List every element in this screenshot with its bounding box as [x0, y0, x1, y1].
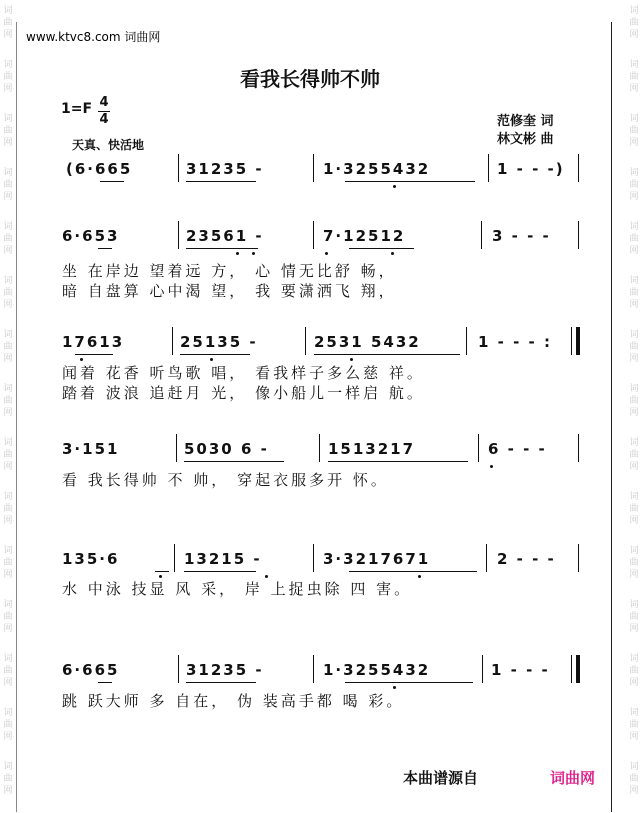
watermark-glyph: 网	[3, 624, 13, 634]
watermark-glyph: 网	[629, 732, 639, 742]
watermark-glyph: 网	[629, 138, 639, 148]
underline	[186, 248, 258, 249]
lyric-line: 暗 自盘算 心中渴 望， 我 要潇洒飞 翔，	[62, 282, 397, 300]
measure: 5030 6 -	[184, 440, 269, 458]
watermark-glyph: 词	[3, 600, 13, 610]
measure: 1 - - - :	[478, 333, 553, 351]
watermark-glyph: 网	[3, 192, 13, 202]
watermark-glyph: 曲	[629, 774, 639, 784]
watermark-glyph: 网	[3, 516, 13, 526]
low-octave-dot	[418, 575, 421, 578]
barline	[466, 327, 467, 355]
underline	[98, 682, 112, 683]
measure: 6 - - -	[488, 440, 547, 458]
underline	[349, 248, 414, 249]
underline	[186, 682, 256, 683]
lyric-line: 跳 跃大师 多 自在， 伪 装高手都 喝 彩。	[62, 692, 405, 710]
watermark-glyph: 网	[629, 462, 639, 472]
watermark-glyph: 曲	[629, 288, 639, 298]
watermark-glyph: 网	[629, 192, 639, 202]
watermark-glyph: 网	[629, 354, 639, 364]
watermark-glyph: 词	[629, 222, 639, 232]
meter-bottom: 4	[99, 112, 109, 127]
watermark-glyph: 曲	[3, 396, 13, 406]
watermark-glyph: 网	[3, 678, 13, 688]
watermark-glyph: 曲	[3, 612, 13, 622]
low-octave-dot	[393, 185, 396, 188]
watermark-glyph: 网	[629, 786, 639, 796]
underline	[184, 461, 284, 462]
low-octave-dot	[350, 358, 353, 361]
watermark-glyph: 曲	[629, 234, 639, 244]
watermark-glyph: 曲	[629, 18, 639, 28]
watermark-glyph: 词	[3, 654, 13, 664]
watermark-glyph: 曲	[3, 180, 13, 190]
watermark-glyph: 曲	[629, 558, 639, 568]
measure: 3 - - -	[492, 227, 551, 245]
tempo-marking: 天真、快活地	[72, 138, 145, 152]
barline	[172, 327, 173, 355]
watermark-glyph: 网	[3, 30, 13, 40]
measure: 23561 -	[186, 227, 264, 245]
barline	[178, 154, 179, 182]
measure: 6·665	[62, 661, 120, 679]
measure: 2 - - -	[497, 550, 556, 568]
watermark-glyph: 词	[3, 168, 13, 178]
watermark-glyph: 词	[629, 168, 639, 178]
watermark-glyph: 曲	[3, 126, 13, 136]
lyric-line: 看 我长得帅 不 帅， 穿起衣服多开 怀。	[62, 471, 389, 489]
low-octave-dot	[210, 358, 213, 361]
barline	[578, 221, 579, 249]
measure: 7·12512	[323, 227, 406, 245]
watermark-glyph: 词	[629, 330, 639, 340]
barline	[578, 434, 579, 462]
watermark-glyph: 词	[3, 276, 13, 286]
barline	[305, 327, 306, 355]
barline	[313, 544, 314, 572]
low-octave-dot	[393, 686, 396, 689]
watermark-glyph: 词	[629, 762, 639, 772]
measure: 3·151	[62, 440, 120, 458]
repeat-barline-thick	[576, 327, 580, 355]
watermark-glyph: 网	[3, 354, 13, 364]
measure: (6·665	[66, 160, 133, 178]
underline	[180, 354, 250, 355]
measure: 31235 -	[186, 661, 264, 679]
watermark-glyph: 曲	[629, 666, 639, 676]
barline	[176, 434, 177, 462]
watermark-glyph: 词	[629, 546, 639, 556]
underline	[155, 571, 169, 572]
watermark-glyph: 曲	[629, 180, 639, 190]
measure: 135·6	[62, 550, 120, 568]
measure: 1·3255432	[323, 160, 431, 178]
watermark-glyph: 曲	[629, 396, 639, 406]
song-title: 看我长得帅不帅	[240, 67, 380, 91]
watermark-glyph: 曲	[3, 288, 13, 298]
barline	[488, 154, 489, 182]
watermark-glyph: 曲	[3, 666, 13, 676]
low-octave-dot	[252, 252, 255, 255]
low-octave-dot	[80, 358, 83, 361]
left-watermark-column	[0, 0, 16, 813]
watermark-glyph: 曲	[3, 720, 13, 730]
watermark-glyph: 曲	[629, 504, 639, 514]
watermark-glyph: 词	[3, 546, 13, 556]
underline	[75, 354, 113, 355]
watermark-glyph: 曲	[3, 558, 13, 568]
watermark-glyph: 曲	[3, 342, 13, 352]
watermark-glyph: 词	[3, 708, 13, 718]
barline	[578, 544, 579, 572]
underline	[100, 181, 124, 182]
measure: 17613	[62, 333, 125, 351]
measure: 31235 -	[186, 160, 264, 178]
watermark-glyph: 词	[3, 438, 13, 448]
right-margin-line	[611, 22, 612, 812]
underline	[328, 461, 468, 462]
underline	[184, 571, 256, 572]
underline	[345, 181, 475, 182]
watermark-glyph: 词	[3, 492, 13, 502]
watermark-glyph: 网	[629, 516, 639, 526]
barline	[178, 221, 179, 249]
measure: 6·653	[62, 227, 120, 245]
watermark-glyph: 词	[629, 438, 639, 448]
final-barline-thick	[576, 655, 580, 683]
barline	[478, 434, 479, 462]
left-margin-line	[16, 22, 17, 812]
watermark-glyph: 网	[3, 300, 13, 310]
lyric-line: 踏着 波浪 追赶月 光， 像小船儿一样启 航。	[62, 384, 425, 402]
barline	[174, 544, 175, 572]
watermark-glyph: 词	[629, 600, 639, 610]
composer-credit: 林文彬 曲	[497, 132, 554, 147]
site-logo[interactable]: 词曲网	[550, 769, 596, 787]
lyric-line: 水 中泳 技显 风 采， 岸 上捉虫除 四 害。	[62, 580, 413, 598]
watermark-glyph: 网	[3, 462, 13, 472]
measure: 3·3217671	[323, 550, 431, 568]
barline	[319, 434, 320, 462]
barline	[486, 544, 487, 572]
underline	[186, 181, 256, 182]
watermark-glyph: 词	[629, 276, 639, 286]
watermark-glyph: 词	[3, 6, 13, 16]
watermark-glyph: 网	[629, 678, 639, 688]
barline	[313, 221, 314, 249]
watermark-glyph: 曲	[629, 342, 639, 352]
barline	[481, 221, 482, 249]
watermark-glyph: 曲	[629, 720, 639, 730]
watermark-glyph: 曲	[3, 234, 13, 244]
watermark-glyph: 曲	[3, 504, 13, 514]
watermark-glyph: 词	[3, 114, 13, 124]
watermark-glyph: 网	[629, 30, 639, 40]
watermark-glyph: 词	[629, 384, 639, 394]
watermark-glyph: 网	[3, 570, 13, 580]
meter-top: 4	[99, 95, 109, 110]
watermark-glyph: 网	[3, 786, 13, 796]
underline	[314, 354, 460, 355]
watermark-glyph: 网	[629, 300, 639, 310]
watermark-glyph: 曲	[629, 450, 639, 460]
watermark-glyph: 词	[629, 6, 639, 16]
watermark-glyph: 词	[3, 222, 13, 232]
watermark-glyph: 曲	[3, 450, 13, 460]
source-label: 本曲谱源自	[403, 769, 479, 787]
low-octave-dot	[325, 252, 328, 255]
watermark-glyph: 词	[3, 384, 13, 394]
measure: 25135 -	[180, 333, 258, 351]
watermark-glyph: 曲	[3, 18, 13, 28]
barline	[313, 655, 314, 683]
lyric-line: 闻着 花香 听鸟歌 唱， 看我样子多么慈 祥。	[62, 364, 425, 382]
lyric-line: 坐 在岸边 望着远 方， 心 情无比舒 畅，	[62, 262, 397, 280]
repeat-barline-thin	[571, 327, 572, 355]
barline	[313, 154, 314, 182]
underline	[345, 682, 473, 683]
watermark-glyph: 曲	[3, 774, 13, 784]
watermark-glyph: 网	[629, 570, 639, 580]
underline	[98, 248, 112, 249]
measure: 1 - - -	[491, 661, 550, 679]
watermark-glyph: 词	[3, 330, 13, 340]
measure: 1·3255432	[323, 661, 431, 679]
barline	[178, 655, 179, 683]
barline	[482, 655, 483, 683]
watermark-glyph: 曲	[629, 126, 639, 136]
measure: 2531 5432	[314, 333, 421, 351]
low-octave-dot	[236, 252, 239, 255]
watermark-glyph: 词	[629, 114, 639, 124]
watermark-glyph: 网	[629, 84, 639, 94]
measure: 13215 -	[184, 550, 262, 568]
watermark-glyph: 网	[3, 84, 13, 94]
site-header[interactable]: www.ktvc8.com 词曲网	[26, 30, 161, 44]
watermark-glyph: 词	[629, 654, 639, 664]
watermark-glyph: 网	[629, 624, 639, 634]
measure: 1 - - -)	[497, 160, 565, 178]
watermark-glyph: 词	[3, 60, 13, 70]
watermark-glyph: 网	[3, 246, 13, 256]
watermark-glyph: 网	[629, 246, 639, 256]
final-barline-thin	[571, 655, 572, 683]
watermark-glyph: 网	[629, 408, 639, 418]
measure: 1513217	[328, 440, 416, 458]
watermark-glyph: 曲	[3, 72, 13, 82]
right-watermark-column	[626, 0, 642, 813]
watermark-glyph: 词	[629, 708, 639, 718]
lyricist-credit: 范修奎 词	[497, 114, 554, 129]
key-signature: 1=F	[61, 101, 93, 117]
watermark-glyph: 词	[629, 60, 639, 70]
low-octave-dot	[490, 465, 493, 468]
underline	[349, 571, 477, 572]
watermark-glyph: 网	[3, 408, 13, 418]
watermark-glyph: 网	[3, 138, 13, 148]
barline	[578, 154, 579, 182]
watermark-glyph: 词	[629, 492, 639, 502]
watermark-glyph: 词	[3, 762, 13, 772]
watermark-glyph: 曲	[629, 72, 639, 82]
low-octave-dot	[391, 252, 394, 255]
watermark-glyph: 曲	[629, 612, 639, 622]
time-signature	[97, 96, 111, 127]
watermark-glyph: 网	[3, 732, 13, 742]
